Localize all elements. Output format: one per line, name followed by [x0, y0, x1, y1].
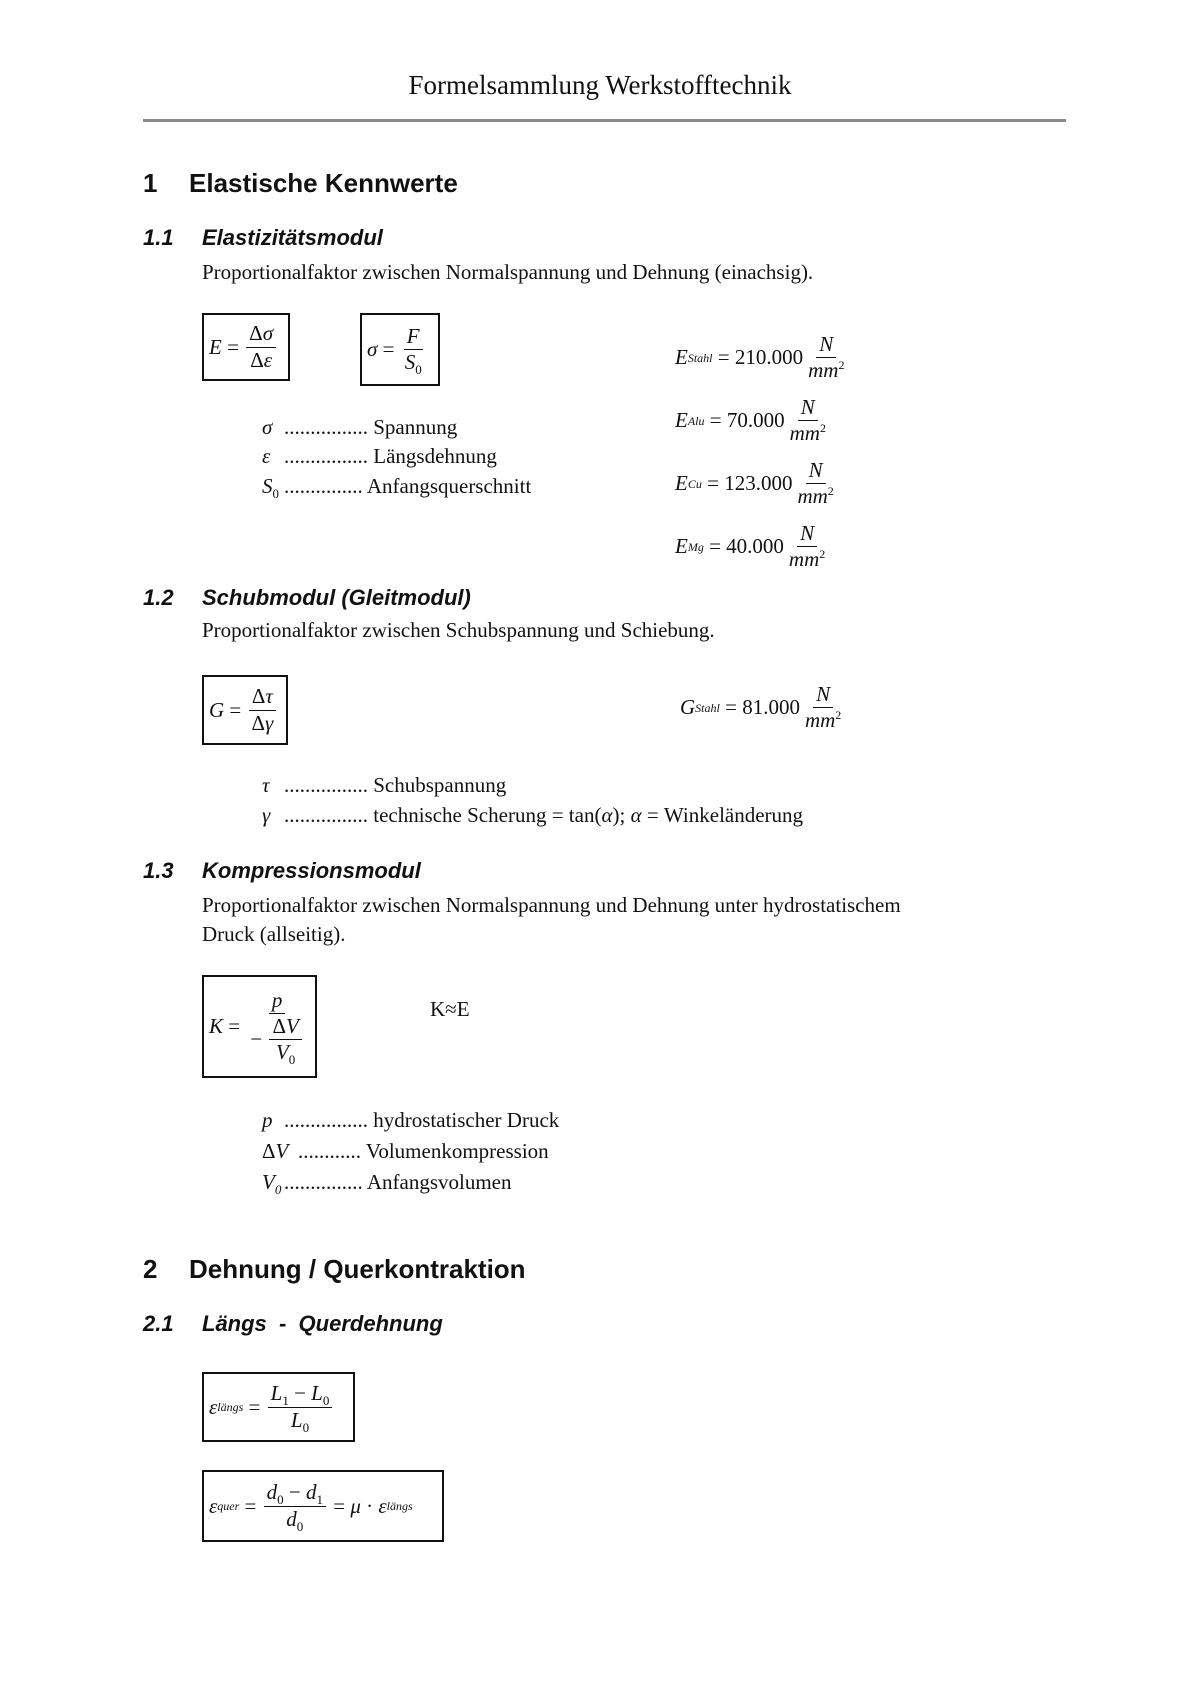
formula-g-modul: G = $\frac{\Delta\tau}{\Delta\gamma}$: [202, 675, 288, 745]
subsection-number: 1.1: [143, 225, 174, 250]
subsection-1-2-description: Proportionalfaktor zwischen Schubspannung und Schiebung.: [202, 618, 715, 642]
subsection-number: 1.2: [143, 585, 174, 610]
value-e-cu: E Cu = 123.000 $\frac{N}{mm^2}$: [675, 458, 834, 509]
legend-s0: $S_0$ ............... Anfangsquerschnitt: [262, 474, 532, 502]
legend-gamma: γ ................ technische Scherung = tan(α); α = Winkeländerung: [262, 803, 804, 827]
value-g-stahl: G Stahl = 81.000 $\frac{N}{mm^2}$: [680, 682, 842, 733]
subsection-1-3-description-line2: Druck (allseitig).: [202, 922, 346, 946]
subsection-2-1-heading: [143, 1311, 443, 1337]
section-title: Elastische Kennwerte: [189, 168, 458, 198]
subsection-title: Kompressionsmodul: [202, 858, 421, 883]
subsection-number: 2.1: [143, 1311, 174, 1336]
header-divider: [143, 119, 1066, 122]
section-number: 1: [143, 168, 158, 198]
formula-k-modul: K = p − $\frac{\Delta V}{V_0}$: [202, 975, 317, 1078]
subsection-1-3-heading: [143, 858, 421, 884]
subsection-1-1-heading: [143, 225, 383, 251]
subsection-title: Schubmodul (Gleitmodul): [202, 585, 471, 610]
subsection-title: Längs - Querdehnung: [202, 1311, 443, 1336]
subsection-title: Elastizitätsmodul: [202, 225, 383, 250]
subsection-1-2-heading: [143, 585, 471, 611]
legend-v0: $V_0$ ............... Anfangsvolumen: [262, 1170, 512, 1198]
k-approx-e: K≈E: [430, 997, 470, 1021]
formula-e-modul: E = $\frac{\Delta\sigma}{\Delta\varepsilon}$: [202, 313, 290, 381]
legend-sigma: σ ................ Spannung: [262, 415, 458, 439]
page-header-title: Formelsammlung Werkstofftechnik: [408, 70, 792, 100]
value-e-mg: E Mg = 40.000 $\frac{N}{mm^2}$: [675, 521, 826, 572]
subsection-number: 1.3: [143, 858, 174, 883]
legend-delta-v: ΔV ............ Volumenkompression: [262, 1139, 549, 1163]
value-e-stahl: E Stahl = 210.000 $\frac{N}{mm^2}$: [675, 332, 845, 383]
formula-epsilon-quer: ε quer = $\frac{d_0 - d_1}{d_0}$ = μ · ε längs: [202, 1470, 444, 1542]
section-number: 2: [143, 1254, 158, 1284]
section-1-heading: [143, 168, 458, 199]
section-title: Dehnung / Querkontraktion: [189, 1254, 526, 1284]
subsection-1-1-description: Proportionalfaktor zwischen Normalspannung und Dehnung (einachsig).: [202, 260, 814, 284]
formula-sigma: σ = $\frac{F}{S_0}$: [360, 313, 440, 386]
section-2-heading: [143, 1254, 526, 1285]
legend-p: p ................ hydrostatischer Druck: [262, 1108, 560, 1132]
formula-epsilon-laengs: ε längs = $\frac{L_1 - L_0}{L_0}$: [202, 1372, 355, 1442]
value-e-alu: E Alu = 70.000 $\frac{N}{mm^2}$: [675, 395, 826, 446]
legend-epsilon: ε ................ Längsdehnung: [262, 444, 497, 468]
subsection-1-3-description-line1: Proportionalfaktor zwischen Normalspannung und Dehnung unter hydrostatischem: [202, 893, 901, 917]
legend-tau: τ ................ Schubspannung: [262, 773, 507, 797]
